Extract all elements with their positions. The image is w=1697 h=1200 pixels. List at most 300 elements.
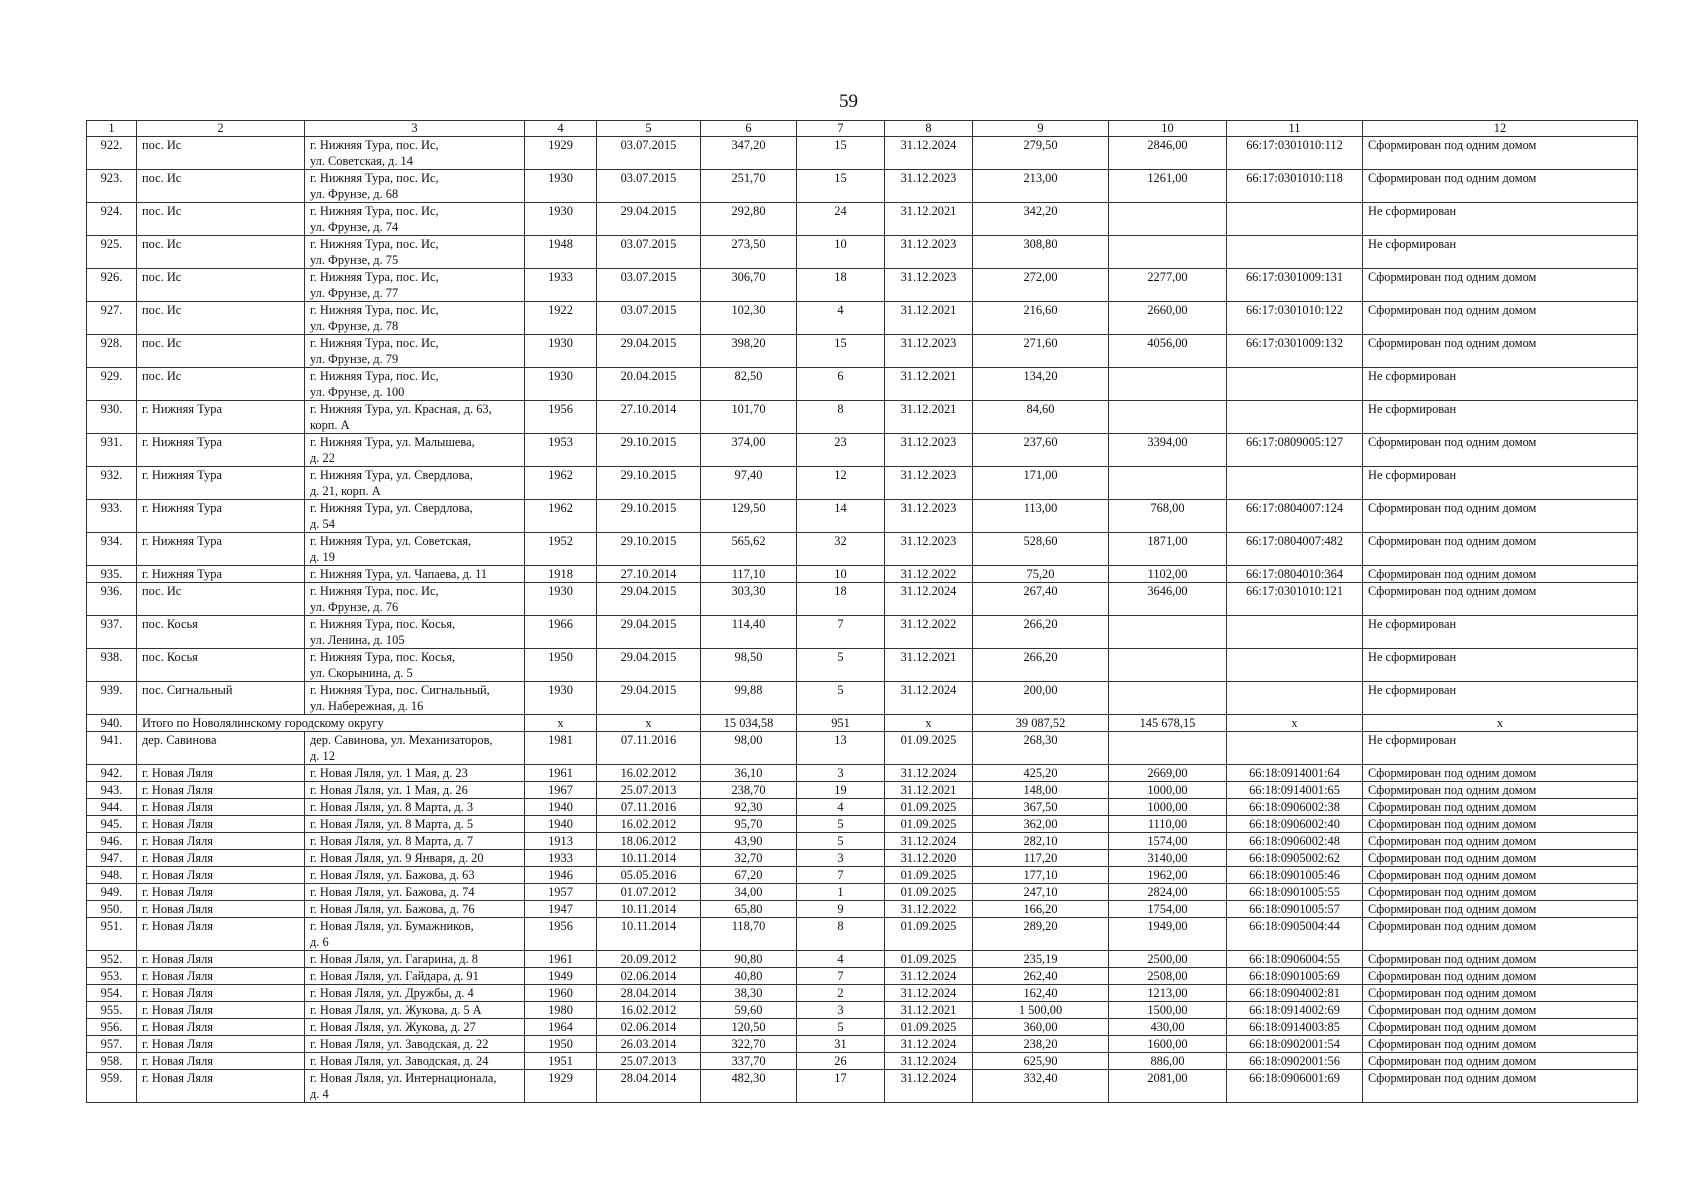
locality: г. Новая Ляля [137, 901, 305, 918]
land-area [1109, 732, 1227, 765]
cadastral-number [1227, 682, 1363, 715]
area: 347,20 [701, 137, 797, 170]
locality: г. Новая Ляля [137, 765, 305, 782]
count: 15 [797, 137, 885, 170]
column-header: 10 [1109, 121, 1227, 137]
locality: г. Новая Ляля [137, 782, 305, 799]
date: 16.02.2012 [597, 1002, 701, 1019]
year-built: 1918 [525, 566, 597, 583]
value-9: 282,10 [973, 833, 1109, 850]
deadline: 01.09.2025 [885, 816, 973, 833]
table-row [87, 867, 1638, 884]
count: 23 [797, 434, 885, 467]
count: 8 [797, 401, 885, 434]
status: Не сформирован [1363, 467, 1638, 500]
address-line: дер. Савинова, ул. Механизаторов, [310, 733, 493, 747]
row-number: 952. [87, 951, 137, 968]
year-built: 1930 [525, 335, 597, 368]
count: 15 [797, 170, 885, 203]
locality: г. Новая Ляля [137, 1019, 305, 1036]
area: 67,20 [701, 867, 797, 884]
area: 97,40 [701, 467, 797, 500]
count: 10 [797, 236, 885, 269]
land-area: 3394,00 [1109, 434, 1227, 467]
address-line: г. Новая Ляля, ул. Заводская, д. 22 [310, 1037, 489, 1051]
row-number: 958. [87, 1053, 137, 1070]
land-area [1109, 649, 1227, 682]
value-9: 271,60 [973, 335, 1109, 368]
value-9: 625,90 [973, 1053, 1109, 1070]
address-line: г. Нижняя Тура, пос. Ис, [310, 303, 439, 317]
status: Не сформирован [1363, 401, 1638, 434]
locality: пос. Ис [137, 335, 305, 368]
status: Сформирован под одним домом [1363, 951, 1638, 968]
row-number: 922. [87, 137, 137, 170]
deadline: 31.12.2021 [885, 649, 973, 682]
row-number: 943. [87, 782, 137, 799]
year-built: 1933 [525, 850, 597, 867]
row-number: 934. [87, 533, 137, 566]
deadline: 31.12.2021 [885, 203, 973, 236]
address-line: д. 4 [310, 1087, 329, 1101]
locality: пос. Ис [137, 203, 305, 236]
value-9: 425,20 [973, 765, 1109, 782]
deadline: 31.12.2024 [885, 583, 973, 616]
date: 25.07.2013 [597, 782, 701, 799]
status: Сформирован под одним домом [1363, 765, 1638, 782]
locality: г. Новая Ляля [137, 867, 305, 884]
status: Сформирован под одним домом [1363, 500, 1638, 533]
locality: пос. Ис [137, 269, 305, 302]
cadastral-number [1227, 649, 1363, 682]
cadastral-number: 66:17:0809005:127 [1227, 434, 1363, 467]
address [305, 649, 525, 682]
status: Не сформирован [1363, 649, 1638, 682]
status: Сформирован под одним домом [1363, 968, 1638, 985]
address-line: ул. Фрунзе, д. 78 [310, 319, 399, 333]
locality: пос. Ис [137, 236, 305, 269]
deadline: 31.12.2023 [885, 533, 973, 566]
date: 03.07.2015 [597, 302, 701, 335]
row-number: 947. [87, 850, 137, 867]
count: 4 [797, 799, 885, 816]
status: Сформирован под одним домом [1363, 799, 1638, 816]
table-row [87, 137, 1638, 170]
land-area: 430,00 [1109, 1019, 1227, 1036]
count: 5 [797, 833, 885, 850]
cadastral-number: 66:18:0906001:69 [1227, 1070, 1363, 1103]
row-number: 956. [87, 1019, 137, 1036]
deadline: 31.12.2023 [885, 434, 973, 467]
address [305, 137, 525, 170]
year-built: 1981 [525, 732, 597, 765]
address-line: г. Новая Ляля, ул. Заводская, д. 24 [310, 1054, 489, 1068]
cadastral-number: 66:18:0902001:56 [1227, 1053, 1363, 1070]
locality: пос. Ис [137, 170, 305, 203]
deadline: 31.12.2022 [885, 616, 973, 649]
column-header: 11 [1227, 121, 1363, 137]
status: Не сформирован [1363, 682, 1638, 715]
date: 29.04.2015 [597, 203, 701, 236]
value-9: 213,00 [973, 170, 1109, 203]
count: 2 [797, 985, 885, 1002]
area: 40,80 [701, 968, 797, 985]
date: 03.07.2015 [597, 236, 701, 269]
status: Не сформирован [1363, 616, 1638, 649]
row-number: 924. [87, 203, 137, 236]
cadastral-number: 66:18:0901005:46 [1227, 867, 1363, 884]
land-area: 2846,00 [1109, 137, 1227, 170]
date: 26.03.2014 [597, 1036, 701, 1053]
year-built: 1949 [525, 968, 597, 985]
total-label: Итого по Новолялинскому городскому округу [137, 715, 525, 732]
date: 03.07.2015 [597, 269, 701, 302]
count: 14 [797, 500, 885, 533]
cadastral-number: 66:17:0804007:124 [1227, 500, 1363, 533]
deadline: 31.12.2024 [885, 1036, 973, 1053]
value-9: 266,20 [973, 649, 1109, 682]
date: 02.06.2014 [597, 1019, 701, 1036]
date: 10.11.2014 [597, 850, 701, 867]
status: Сформирован под одним домом [1363, 867, 1638, 884]
total-date: х [597, 715, 701, 732]
date: 10.11.2014 [597, 918, 701, 951]
value-9: 247,10 [973, 884, 1109, 901]
count: 12 [797, 467, 885, 500]
address-line: д. 19 [310, 550, 335, 564]
address [305, 1019, 525, 1036]
date: 29.04.2015 [597, 682, 701, 715]
area: 38,30 [701, 985, 797, 1002]
cadastral-number: 66:18:0906002:38 [1227, 799, 1363, 816]
value-9: 342,20 [973, 203, 1109, 236]
area: 337,70 [701, 1053, 797, 1070]
address [305, 269, 525, 302]
row-number: 959. [87, 1070, 137, 1103]
area: 238,70 [701, 782, 797, 799]
table-row [87, 850, 1638, 867]
address-line: г. Новая Ляля, ул. Интернационала, [310, 1071, 497, 1085]
address-line: г. Нижняя Тура, пос. Ис, [310, 336, 439, 350]
address-line: д. 6 [310, 935, 329, 949]
address-line: г. Новая Ляля, ул. 8 Марта, д. 5 [310, 817, 474, 831]
locality: г. Нижняя Тура [137, 533, 305, 566]
year-built: 1952 [525, 533, 597, 566]
address-line: г. Нижняя Тура, пос. Ис, [310, 171, 439, 185]
deadline: 31.12.2021 [885, 368, 973, 401]
date: 10.11.2014 [597, 901, 701, 918]
table-row [87, 918, 1638, 951]
address-line: ул. Фрунзе, д. 74 [310, 220, 399, 234]
date: 03.07.2015 [597, 170, 701, 203]
row-number: 955. [87, 1002, 137, 1019]
land-area: 1600,00 [1109, 1036, 1227, 1053]
table-row [87, 583, 1638, 616]
count: 26 [797, 1053, 885, 1070]
address-line: г. Нижняя Тура, пос. Ис, [310, 270, 439, 284]
address [305, 500, 525, 533]
date: 07.11.2016 [597, 732, 701, 765]
count: 3 [797, 850, 885, 867]
total-deadline: х [885, 715, 973, 732]
locality: г. Новая Ляля [137, 833, 305, 850]
address-line: г. Новая Ляля, ул. Гайдара, д. 91 [310, 969, 479, 983]
table-row [87, 833, 1638, 850]
count: 24 [797, 203, 885, 236]
address-line: ул. Фрунзе, д. 100 [310, 385, 405, 399]
address-line: г. Нижняя Тура, ул. Советская, [310, 534, 472, 548]
locality: г. Нижняя Тура [137, 434, 305, 467]
cadastral-number: 66:18:0901005:57 [1227, 901, 1363, 918]
land-area: 2824,00 [1109, 884, 1227, 901]
year-built: 1961 [525, 765, 597, 782]
date: 07.11.2016 [597, 799, 701, 816]
status: Сформирован под одним домом [1363, 170, 1638, 203]
area: 118,70 [701, 918, 797, 951]
column-header: 2 [137, 121, 305, 137]
address-line: г. Новая Ляля, ул. Жукова, д. 27 [310, 1020, 476, 1034]
cadastral-number: 66:18:0914003:85 [1227, 1019, 1363, 1036]
area: 120,50 [701, 1019, 797, 1036]
table-row [87, 533, 1638, 566]
address-line: ул. Фрунзе, д. 75 [310, 253, 399, 267]
address-line: д. 54 [310, 517, 335, 531]
table-row [87, 368, 1638, 401]
status: Сформирован под одним домом [1363, 833, 1638, 850]
area: 303,30 [701, 583, 797, 616]
value-9: 166,20 [973, 901, 1109, 918]
value-9: 237,60 [973, 434, 1109, 467]
cadastral-number: 66:18:0914001:64 [1227, 765, 1363, 782]
year-built: 1966 [525, 616, 597, 649]
status: Сформирован под одним домом [1363, 901, 1638, 918]
registry-table [86, 120, 1638, 1103]
year-built: 1930 [525, 682, 597, 715]
status: Не сформирован [1363, 203, 1638, 236]
address [305, 1036, 525, 1053]
row-number: 938. [87, 649, 137, 682]
value-9: 262,40 [973, 968, 1109, 985]
area: 251,70 [701, 170, 797, 203]
row-number: 929. [87, 368, 137, 401]
row-number: 933. [87, 500, 137, 533]
column-header: 7 [797, 121, 885, 137]
address [305, 816, 525, 833]
value-9: 279,50 [973, 137, 1109, 170]
locality: г. Новая Ляля [137, 918, 305, 951]
value-9: 75,20 [973, 566, 1109, 583]
status: Сформирован под одним домом [1363, 1053, 1638, 1070]
cadastral-number: 66:17:0301010:118 [1227, 170, 1363, 203]
area: 129,50 [701, 500, 797, 533]
cadastral-number: 66:17:0804010:364 [1227, 566, 1363, 583]
status: Сформирован под одним домом [1363, 335, 1638, 368]
land-area: 1000,00 [1109, 782, 1227, 799]
locality: г. Новая Ляля [137, 884, 305, 901]
locality: г. Новая Ляля [137, 1070, 305, 1103]
status: Сформирован под одним домом [1363, 533, 1638, 566]
year-built: 1940 [525, 799, 597, 816]
deadline: 01.09.2025 [885, 918, 973, 951]
address-line: г. Нижняя Тура, ул. Свердлова, [310, 468, 473, 482]
cadastral-number [1227, 732, 1363, 765]
value-9: 308,80 [973, 236, 1109, 269]
table-row [87, 269, 1638, 302]
cadastral-number: 66:17:0301009:132 [1227, 335, 1363, 368]
count: 3 [797, 765, 885, 782]
value-9: 235,19 [973, 951, 1109, 968]
row-number: 953. [87, 968, 137, 985]
value-9: 84,60 [973, 401, 1109, 434]
count: 5 [797, 682, 885, 715]
deadline: 31.12.2023 [885, 170, 973, 203]
area: 59,60 [701, 1002, 797, 1019]
year-built: 1967 [525, 782, 597, 799]
status: Сформирован под одним домом [1363, 918, 1638, 951]
land-area: 4056,00 [1109, 335, 1227, 368]
address-line: г. Нижняя Тура, ул. Свердлова, [310, 501, 473, 515]
value-9: 162,40 [973, 985, 1109, 1002]
table-row [87, 649, 1638, 682]
year-built: 1948 [525, 236, 597, 269]
area: 292,80 [701, 203, 797, 236]
table-row [87, 799, 1638, 816]
address-line: ул. Советская, д. 14 [310, 154, 413, 168]
count: 5 [797, 816, 885, 833]
column-header: 4 [525, 121, 597, 137]
count: 7 [797, 616, 885, 649]
count: 4 [797, 951, 885, 968]
table-row [87, 816, 1638, 833]
date: 25.07.2013 [597, 1053, 701, 1070]
count: 18 [797, 583, 885, 616]
locality: г. Новая Ляля [137, 1002, 305, 1019]
area: 32,70 [701, 850, 797, 867]
table-row [87, 566, 1638, 583]
date: 29.04.2015 [597, 335, 701, 368]
cadastral-number: 66:18:0906004:55 [1227, 951, 1363, 968]
locality: г. Новая Ляля [137, 816, 305, 833]
status: Сформирован под одним домом [1363, 1070, 1638, 1103]
locality: г. Нижняя Тура [137, 500, 305, 533]
address-line: ул. Фрунзе, д. 76 [310, 600, 399, 614]
address-line: г. Новая Ляля, ул. 8 Марта, д. 7 [310, 834, 474, 848]
date: 16.02.2012 [597, 816, 701, 833]
address [305, 368, 525, 401]
total-count: 951 [797, 715, 885, 732]
cadastral-number: 66:18:0914002:69 [1227, 1002, 1363, 1019]
year-built: 1933 [525, 269, 597, 302]
row-number: 939. [87, 682, 137, 715]
date: 29.10.2015 [597, 467, 701, 500]
address [305, 335, 525, 368]
land-area: 1574,00 [1109, 833, 1227, 850]
table-row [87, 616, 1638, 649]
locality: г. Новая Ляля [137, 951, 305, 968]
deadline: 31.12.2024 [885, 137, 973, 170]
locality: г. Нижняя Тура [137, 401, 305, 434]
status: Сформирован под одним домом [1363, 985, 1638, 1002]
address [305, 203, 525, 236]
address-line: ул. Фрунзе, д. 68 [310, 187, 399, 201]
status: Сформирован под одним домом [1363, 434, 1638, 467]
deadline: 31.12.2023 [885, 500, 973, 533]
cadastral-number: 66:18:0904002:81 [1227, 985, 1363, 1002]
cadastral-number [1227, 616, 1363, 649]
address-line: ул. Скорынина, д. 5 [310, 666, 413, 680]
year-built: 1951 [525, 1053, 597, 1070]
area: 102,30 [701, 302, 797, 335]
land-area: 1000,00 [1109, 799, 1227, 816]
cadastral-number: 66:18:0906002:40 [1227, 816, 1363, 833]
locality: дер. Савинова [137, 732, 305, 765]
address [305, 1053, 525, 1070]
cadastral-number [1227, 467, 1363, 500]
date: 29.10.2015 [597, 434, 701, 467]
area: 34,00 [701, 884, 797, 901]
row-number: 954. [87, 985, 137, 1002]
table-row [87, 401, 1638, 434]
cadastral-number: 66:18:0906002:48 [1227, 833, 1363, 850]
year-built: 1964 [525, 1019, 597, 1036]
address-line: г. Новая Ляля, ул. Бажова, д. 76 [310, 902, 475, 916]
value-9: 177,10 [973, 867, 1109, 884]
address-line: г. Нижняя Тура, пос. Косья, [310, 617, 456, 631]
year-built: 1913 [525, 833, 597, 850]
count: 31 [797, 1036, 885, 1053]
address [305, 782, 525, 799]
address [305, 302, 525, 335]
year-built: 1930 [525, 170, 597, 203]
count: 9 [797, 901, 885, 918]
table-row [87, 782, 1638, 799]
year-built: 1962 [525, 500, 597, 533]
locality: г. Нижняя Тура [137, 467, 305, 500]
date: 16.02.2012 [597, 765, 701, 782]
value-9: 362,00 [973, 816, 1109, 833]
count: 3 [797, 1002, 885, 1019]
year-built: 1956 [525, 401, 597, 434]
status: Сформирован под одним домом [1363, 1019, 1638, 1036]
total-v9: 39 087,52 [973, 715, 1109, 732]
cadastral-number [1227, 368, 1363, 401]
land-area [1109, 236, 1227, 269]
land-area: 2081,00 [1109, 1070, 1227, 1103]
year-built: 1957 [525, 884, 597, 901]
value-9: 367,50 [973, 799, 1109, 816]
locality: пос. Косья [137, 616, 305, 649]
area: 99,88 [701, 682, 797, 715]
date: 27.10.2014 [597, 566, 701, 583]
date: 29.04.2015 [597, 616, 701, 649]
land-area: 1261,00 [1109, 170, 1227, 203]
locality: г. Нижняя Тура [137, 566, 305, 583]
date: 18.06.2012 [597, 833, 701, 850]
value-9: 360,00 [973, 1019, 1109, 1036]
land-area: 1102,00 [1109, 566, 1227, 583]
count: 17 [797, 1070, 885, 1103]
date: 27.10.2014 [597, 401, 701, 434]
cadastral-number: 66:17:0301009:131 [1227, 269, 1363, 302]
count: 1 [797, 884, 885, 901]
year-built: 1953 [525, 434, 597, 467]
address-line: корп. А [310, 418, 350, 432]
year-built: 1947 [525, 901, 597, 918]
cadastral-number [1227, 203, 1363, 236]
address-line: г. Нижняя Тура, ул. Чапаева, д. 11 [310, 567, 488, 581]
year-built: 1962 [525, 467, 597, 500]
area: 90,80 [701, 951, 797, 968]
